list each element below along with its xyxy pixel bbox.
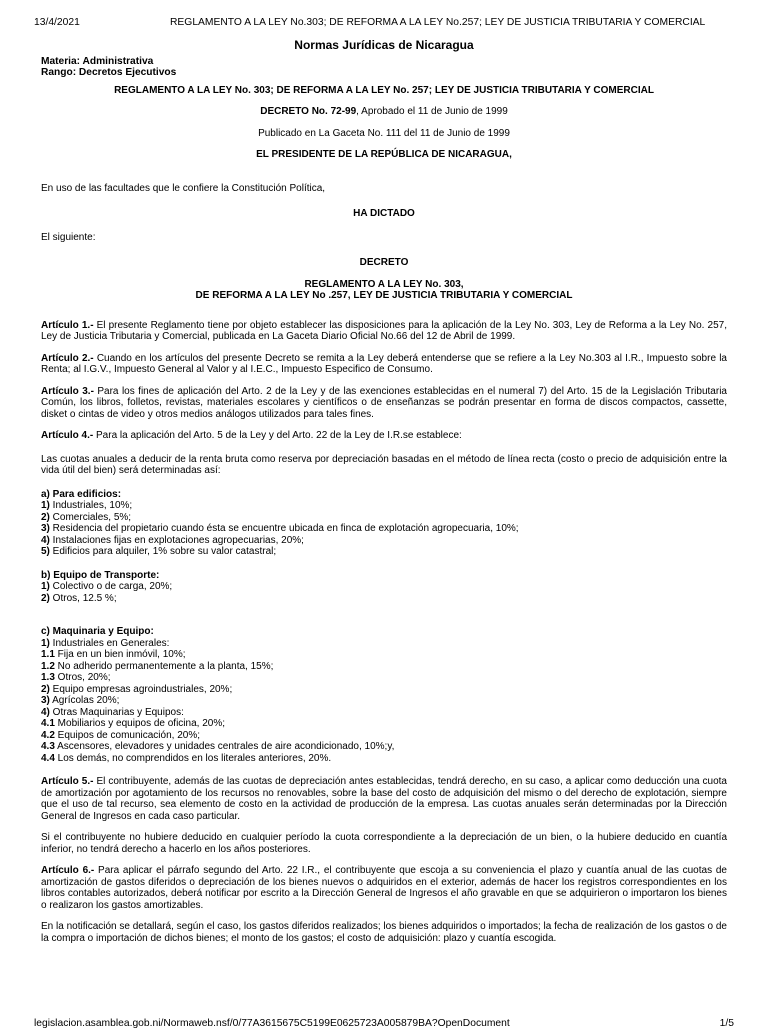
article-4-paragraph: Las cuotas anuales a deducir de la renta bruta como reserva por depreciación basadas en el método de línea recta (costo o precio de adquisición entre la vida útil del bien) será determinadas así: bbox=[41, 453, 727, 476]
reglamento-line-2: DE REFORMA A LA LEY No .257, LEY DE JUSTICIA TRIBUTARIA Y COMERCIAL bbox=[195, 290, 573, 301]
list-item: 3) Agrícolas 20%; bbox=[41, 695, 120, 706]
print-title: REGLAMENTO A LA LEY No.303; DE REFORMA A LA LEY No.257; LEY DE JUSTICIA TRIBUTARIA Y COMERCIAL bbox=[170, 17, 706, 28]
list-item: 1) Industriales en Generales: bbox=[41, 637, 170, 649]
decree-number: DECRETO No. 72-99 bbox=[260, 106, 357, 117]
materia: Materia: Administrativa bbox=[41, 55, 154, 67]
rango: Rango: Decretos Ejecutivos bbox=[41, 67, 177, 78]
reglamento-line-1: REGLAMENTO A LA LEY No. 303, bbox=[304, 278, 464, 290]
list-item: 1.3 Otros, 20%; bbox=[41, 672, 111, 683]
article-6-paragraph: En la notificación se detallará, según el caso, los gastos diferidos realizados; los bienes adquiridos o importados; la fecha de realización de los gastos o de la compra o importación de dichos bienes; el monto de los gastos; el costo de adquisición: plazo y cuantía escogida. bbox=[41, 921, 727, 944]
article-2-label: Artículo 2.- bbox=[41, 352, 94, 364]
document-title: REGLAMENTO A LA LEY No. 303; DE REFORMA A LA LEY No. 257; LEY DE JUSTICIA TRIBUTARIA Y COMERCIAL bbox=[114, 84, 654, 96]
decree-line bbox=[41, 106, 727, 118]
list-item: 4.1 Mobiliarios y equipos de oficina, 20%; bbox=[41, 718, 225, 729]
list-item: 1) Industriales, 10%; bbox=[41, 500, 133, 511]
site-title: Normas Jurídicas de Nicaragua bbox=[294, 38, 474, 52]
article-4: Artículo 4.- Para la aplicación del Arto. 5 de la Ley y del Arto. 22 de la Ley de I.R.se establece: bbox=[41, 430, 462, 441]
list-item: 1.2 No adherido permanentemente a la planta, 15%; bbox=[41, 660, 274, 672]
article-5-paragraph: Si el contribuyente no hubiere deducido en cualquier período la cuota correspondiente a la depreciación de un bien, o la hubiere deducido en cuantía inferior, no tendrá derecho a hacerlo en los años posteriores. bbox=[41, 832, 727, 855]
list-item: 2) Comerciales, 5%; bbox=[41, 511, 132, 523]
page-url: legislacion.asamblea.gob.ni/Normaweb.nsf/0/77A3615675C5199E0625723A005879BA?OpenDocument bbox=[34, 1018, 510, 1029]
print-date: 13/4/2021 bbox=[34, 17, 80, 28]
article-2: Artículo 2.- Cuando en los artículos del presente Decreto se remita a la Ley deberá entenderse que se refiere a la Ley No.303 al I.R., Impuesto sobre la Renta; al I.G.V., Impuesto General al Valor y al I.E.C., Impuesto Especifico de Consumo. bbox=[41, 352, 727, 375]
list-item: 4) Otras Maquinarias y Equipos: bbox=[41, 706, 184, 718]
page-number: 1/5 bbox=[719, 1018, 734, 1029]
el-siguiente: El siguiente: bbox=[41, 231, 96, 243]
article-5: Artículo 5.- El contribuyente, además de las cuotas de depreciación antes establecidas, tendrá derecho, en su caso, a aplicar como deducción una cuota de amortización por agotamiento de los recursos no renovables, sobre la base del costo de adquisición del mismo o del derecho de explotación, siempre que el uso de tal recurso, sea elemento de costo en la actividad de producción de la empresa. Las cuotas anuales serán determinadas por la Dirección General de Ingresos en cada caso particular. bbox=[41, 776, 727, 822]
document-body bbox=[41, 40, 727, 944]
facultades-text: En uso de las facultades que le confiere la Constitución Política, bbox=[41, 182, 326, 194]
list-item: 4.2 Equipos de comunicación, 20%; bbox=[41, 729, 200, 741]
article-1: Artículo 1.- El presente Reglamento tiene por objeto establecer las disposiciones para la aplicación de la Ley No. 303, Ley de Reforma a la Ley No. 257, Ley de Justicia Tributaria y Comercial, publicada en La Gaceta Diario Oficial No.66 del 12 de Abril de 1999. bbox=[41, 319, 727, 342]
published-line: Publicado en La Gaceta No. 111 del 11 de Junio de 1999 bbox=[258, 127, 510, 139]
article-3: Artículo 3.- Para los fines de aplicación del Arto. 2 de la Ley y de las exenciones establecidas en el numeral 7) del Arto. 15 de la Legislación Tributaria Común, los libros, folletos, revistas, materiales escolares y científicos o de enseñanzas se podrán presentar en forma de discos compactos, cassette, disket o cintas de video y otros medios análogos utilizados para tales fines. bbox=[41, 385, 727, 420]
decree-approved: , Aprobado el 11 de Junio de 1999 bbox=[356, 106, 508, 117]
list-item: 2) Otros, 12.5 %; bbox=[41, 592, 117, 604]
print-header bbox=[34, 17, 734, 31]
ha-dictado: HA DICTADO bbox=[353, 208, 415, 219]
list-item: 4.4 Los demás, no comprendidos en los literales anteriores, 20%. bbox=[41, 752, 332, 764]
article-1-label: Artículo 1.- bbox=[41, 319, 94, 331]
list-item: 1.1 Fija en un bien inmóvil, 10%; bbox=[41, 649, 186, 660]
article-6: Artículo 6.- Para aplicar el párrafo segundo del Arto. 22 I.R., el contribuyente que escoja a su conveniencia el plazo y cuantía anual de las cuotas de amortización de gastos diferidos o depreciación de los bienes nuevos o adquiridos en el exterior, además de hacer los registros correspondientes en los libros contables autorizados, deberá notificar por escrito a la Dirección General de Ingresos el año gravable en que se adquirieron o importaron los bienes o realizaron los gastos amortizables. bbox=[41, 865, 727, 911]
list-item: 4) Instalaciones fijas en explotaciones agropecuarias, 20%; bbox=[41, 534, 304, 546]
list-item: 5) Edificios para alquiler, 1% sobre su valor catastral; bbox=[41, 546, 277, 557]
article-5-label: Artículo 5.- bbox=[41, 776, 94, 787]
list-item: 1) Colectivo o de carga, 20%; bbox=[41, 581, 173, 592]
decreto-label: DECRETO bbox=[359, 257, 409, 268]
list-item: 2) Equipo empresas agroindustriales, 20%; bbox=[41, 683, 233, 695]
section-a-title: a) Para edificios: bbox=[41, 488, 122, 500]
article-4-label: Artículo 4.- bbox=[41, 430, 94, 441]
article-6-label: Artículo 6.- bbox=[41, 865, 95, 876]
president-line: EL PRESIDENTE DE LA REPÚBLICA DE NICARAGUA, bbox=[256, 149, 512, 160]
list-item: 4.3 Ascensores, elevadores y unidades centrales de aire acondicionado, 10%;y, bbox=[41, 741, 395, 752]
section-c-title: c) Maquinaria y Equipo: bbox=[41, 626, 154, 637]
article-3-label: Artículo 3.- bbox=[41, 385, 94, 397]
list-item: 3) Residencia del propietario cuando ésta se encuentre ubicada en finca de explotación agropecuaria, 10%; bbox=[41, 523, 519, 534]
section-b-title: b) Equipo de Transporte: bbox=[41, 569, 160, 581]
